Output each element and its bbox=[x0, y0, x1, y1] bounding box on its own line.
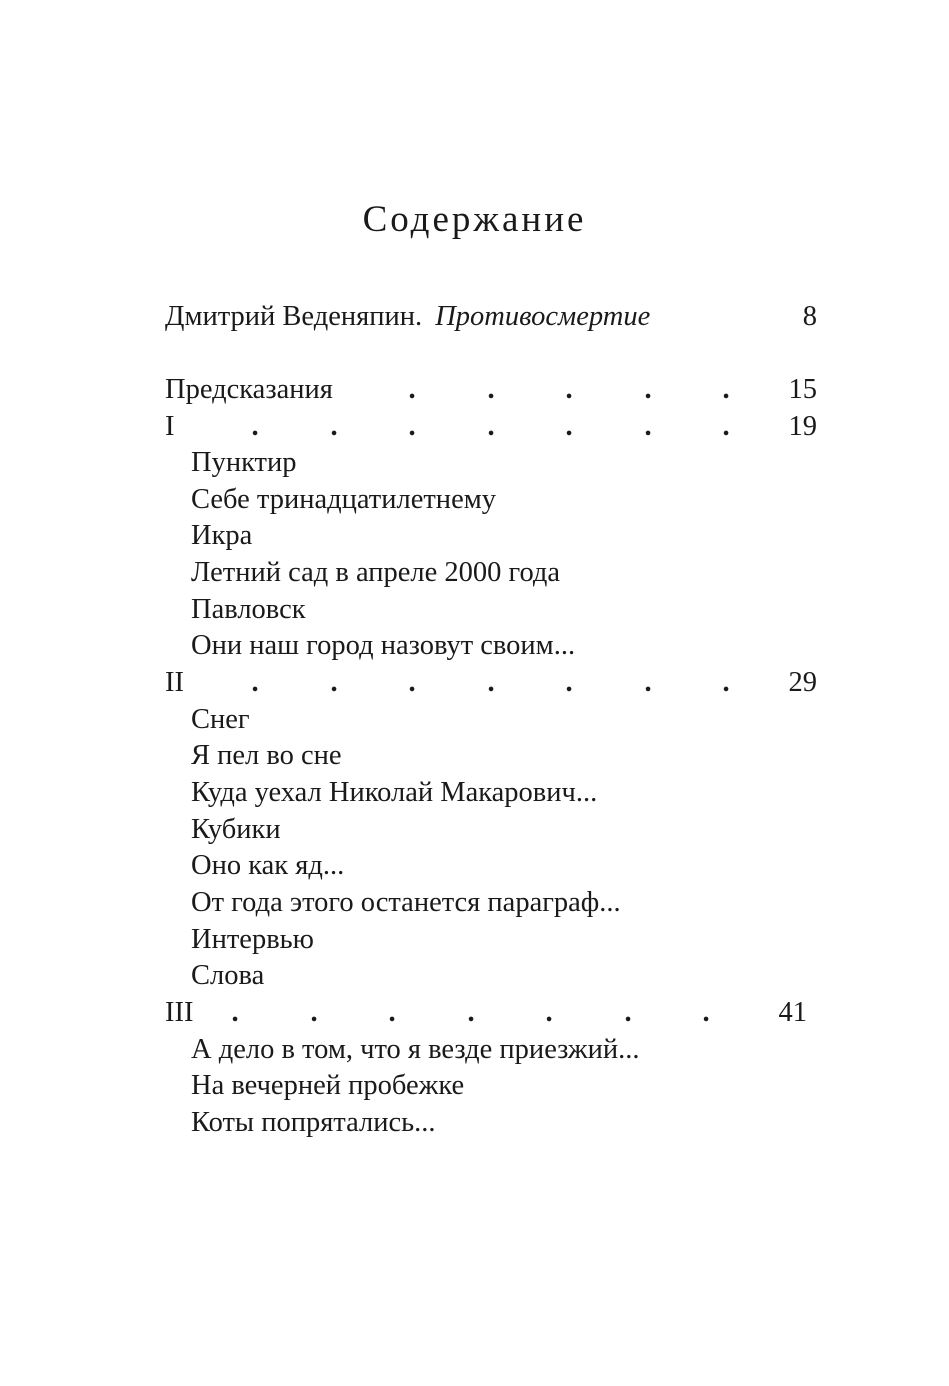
leader-dot: . bbox=[251, 667, 259, 698]
leader-dot: . bbox=[624, 997, 632, 1028]
toc-poem-entry[interactable]: Они наш город назовут своим... bbox=[191, 630, 576, 661]
toc-section-title[interactable]: II bbox=[165, 667, 184, 698]
leader-dot: . bbox=[722, 374, 730, 405]
leader-dot: . bbox=[545, 997, 553, 1028]
leader-dot: . bbox=[487, 667, 495, 698]
preface-page-number: 8 bbox=[802, 301, 817, 332]
leader-dot: . bbox=[487, 374, 495, 405]
toc-poem-entry[interactable]: Пунктир bbox=[191, 447, 297, 478]
leader-dot: . bbox=[310, 997, 318, 1028]
leader-dot: . bbox=[408, 411, 416, 442]
leader-dot: . bbox=[251, 411, 259, 442]
toc-poem-entry[interactable]: Кубики bbox=[191, 814, 281, 845]
leader-dot: . bbox=[408, 667, 416, 698]
toc-poem-entry[interactable]: Павловск bbox=[191, 594, 306, 625]
leader-dot: . bbox=[388, 997, 396, 1028]
toc-poem-entry[interactable]: Икра bbox=[191, 520, 253, 551]
toc-poem-entry[interactable]: Себе тринадцатилетнему bbox=[191, 484, 496, 515]
toc-section-title[interactable]: III bbox=[165, 997, 194, 1028]
leader-dot: . bbox=[565, 667, 573, 698]
leader-dot: . bbox=[565, 374, 573, 405]
section-page-number: 19 bbox=[788, 411, 817, 442]
toc-poem-entry[interactable]: Слова bbox=[191, 960, 265, 991]
toc-poem-entry[interactable]: Оно как яд... bbox=[191, 850, 345, 881]
leader-dot: . bbox=[644, 411, 652, 442]
toc-poem-entry[interactable]: Интервью bbox=[191, 924, 314, 955]
toc-poem-entry[interactable]: А дело в том, что я везде приезжий... bbox=[191, 1034, 640, 1065]
toc-section-title[interactable]: I bbox=[165, 411, 175, 442]
toc-poem-entry[interactable]: Коты попрятались... bbox=[191, 1107, 436, 1138]
toc-poem-entry[interactable]: Летний сад в апреле 2000 года bbox=[191, 557, 561, 588]
leader-dot: . bbox=[565, 411, 573, 442]
preface-title: Противосмертие bbox=[435, 301, 651, 332]
toc-poem-entry[interactable]: Снег bbox=[191, 704, 250, 735]
leader-dot: . bbox=[330, 667, 338, 698]
toc-section-title[interactable]: Предсказания bbox=[165, 374, 333, 405]
toc-poem-entry[interactable]: От года этого останется параграф... bbox=[191, 887, 621, 918]
leader-dot: . bbox=[702, 997, 710, 1028]
toc-poem-entry[interactable]: Куда уехал Николай Макарович... bbox=[191, 777, 598, 808]
leader-dot: . bbox=[644, 374, 652, 405]
toc-preface-entry[interactable] bbox=[165, 299, 650, 335]
leader-dot: . bbox=[231, 997, 239, 1028]
leader-dot: . bbox=[722, 667, 730, 698]
leader-dot: . bbox=[722, 411, 730, 442]
section-page-number: 15 bbox=[788, 374, 817, 405]
leader-dot: . bbox=[467, 997, 475, 1028]
section-page-number: 29 bbox=[788, 667, 817, 698]
toc-poem-entry[interactable]: Я пел во сне bbox=[191, 740, 342, 771]
toc-poem-entry[interactable]: На вечерней пробежке bbox=[191, 1070, 465, 1101]
leader-dot: . bbox=[408, 374, 416, 405]
page-title: Содержание bbox=[362, 199, 587, 240]
section-page-number: 41 bbox=[778, 997, 807, 1028]
leader-dot: . bbox=[644, 667, 652, 698]
leader-dot: . bbox=[330, 411, 338, 442]
leader-dot: . bbox=[487, 411, 495, 442]
preface-author: Дмитрий Веденяпин. bbox=[165, 301, 423, 332]
